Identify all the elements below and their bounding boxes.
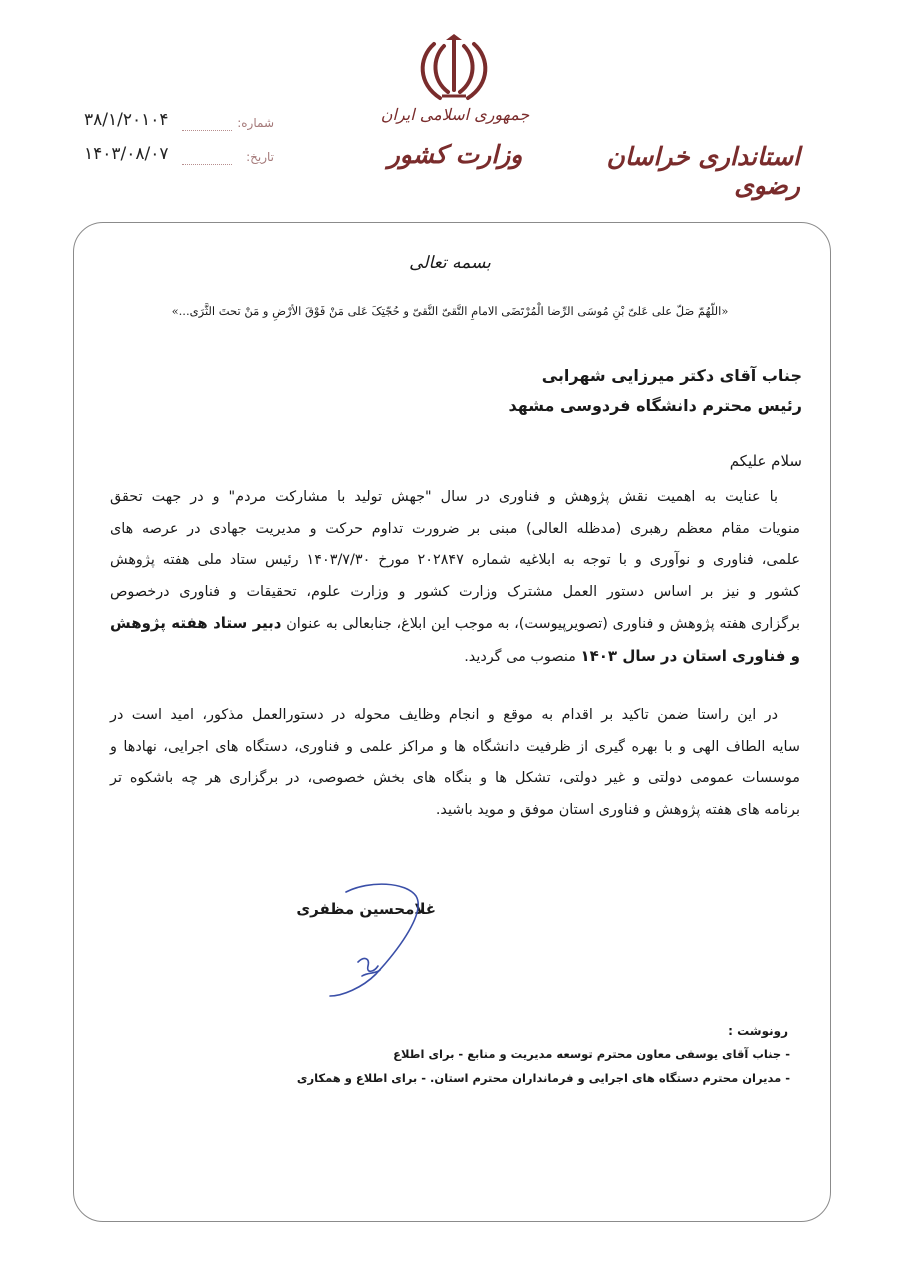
number-dotted-line <box>182 130 232 131</box>
handwritten-signature-icon <box>318 878 428 1002</box>
province-office-name: استانداری خراسان رضوی <box>606 142 800 200</box>
paragraph-line: علمی، فناوری و نوآوری و با توجه به ابلاغیه شماره ۲۰۲۸۴۷ مورخ ۱۴۰۳/۷/۳۰ رئیس ستاد ملی هفته پژوهش <box>110 552 801 568</box>
appointment-end: منصوب می گردید. <box>464 648 576 665</box>
paragraph-line: برنامه های هفته پژوهش و فناوری استان موفق و موید باشید. <box>435 801 800 818</box>
number-label: شماره: <box>237 116 274 130</box>
paragraph-line: موسسات عمومی دولتی و غیر دولتی، تشکل ها و بنگاه های بخش خصوصی، در برگزاری هر چه باشکوه تر <box>110 770 800 786</box>
ministry-name: وزارت کشور <box>387 140 523 169</box>
letter-date-row <box>84 146 274 172</box>
recipient-title: رئیس محترم دانشگاه فردوسی مشهد <box>508 396 802 415</box>
letter-date: ۱۴۰۳/۰۸/۰۷ <box>84 144 169 164</box>
greeting: سلام علیکم <box>729 452 802 470</box>
cc-item: - مدیران محترم دستگاه های اجرایی و فرمانداران محترم استان. - برای اطلاع و همکاری <box>296 1071 790 1085</box>
recipient-name: جناب آقای دکتر میرزایی شهرابی <box>541 366 802 385</box>
paragraph-2 <box>110 700 800 826</box>
appointment-text: برگزاری هفته پژوهش و فناوری (تصویرپیوست)، به موجب این ابلاغ، جنابعالی به عنوان <box>286 616 800 632</box>
paragraph-line <box>110 608 800 641</box>
paragraph-1 <box>110 482 800 673</box>
date-dotted-line <box>182 164 232 165</box>
appointment-title-continued: و فناوری استان در سال ۱۴۰۳ <box>580 646 800 665</box>
letter-number: ۳۸/۱/۲۰۱۰۴ <box>84 110 169 130</box>
paragraph-line <box>110 641 800 674</box>
paragraph-line: کشور و نیز بر اساس دستور العمل مشترک وزارت کشور و وزارت علوم، تحقیقات و فناوری درخصوص <box>110 583 800 600</box>
cc-label: رونوشت : <box>728 1024 788 1038</box>
paragraph-line: در این راستا ضمن تاکید بر اقدام به موقع و انجام وظایف محوله در دستورالعمل مذکور، امید است در <box>110 707 778 723</box>
appointment-title: دبیر ستاد هفته پژوهش <box>110 614 282 632</box>
paragraph-line: سایه الطاف الهی و با بهره گیری از ظرفیت دانشگاه ها و مراکز علمی و فناوری، دستگاه های اجرایی، نهادها و <box>110 738 800 755</box>
paragraph-line: منویات مقام معظم رهبری (مدظله العالی) مبنی بر ضرورت تداوم حرکت و مدیریت جهادی در عرصه های <box>110 520 800 537</box>
date-label: تاریخ: <box>246 150 274 164</box>
signer-name: غلامحسین مظفری <box>296 900 436 918</box>
republic-name: جمهوری اسلامی ایران <box>380 105 530 124</box>
cc-item: - جناب آقای یوسفی معاون محترم توسعه مدیریت و منابع - برای اطلاع <box>393 1047 790 1061</box>
iran-emblem-icon <box>414 32 494 106</box>
paragraph-line: با عنایت به اهمیت نقش پژوهش و فناوری در سال "جهش تولید با مشارکت مردم" و در جهت تحقق <box>110 489 778 505</box>
opening-prayer: «اللّهُمّ صَلّ علی عَلیّ بْنِ مُوسَی الرِّضا الْمُرْتَضَی الامامِ التَّقیّ النَّقیّ و حُجّتِکَ عَلی مَنْ فَوْقَ الأرْضِ و مَنْ تحتَ الثَّرَی...» <box>171 304 729 318</box>
letter-number-row <box>84 112 274 138</box>
bismillah: بسمه تعالی <box>409 253 491 273</box>
